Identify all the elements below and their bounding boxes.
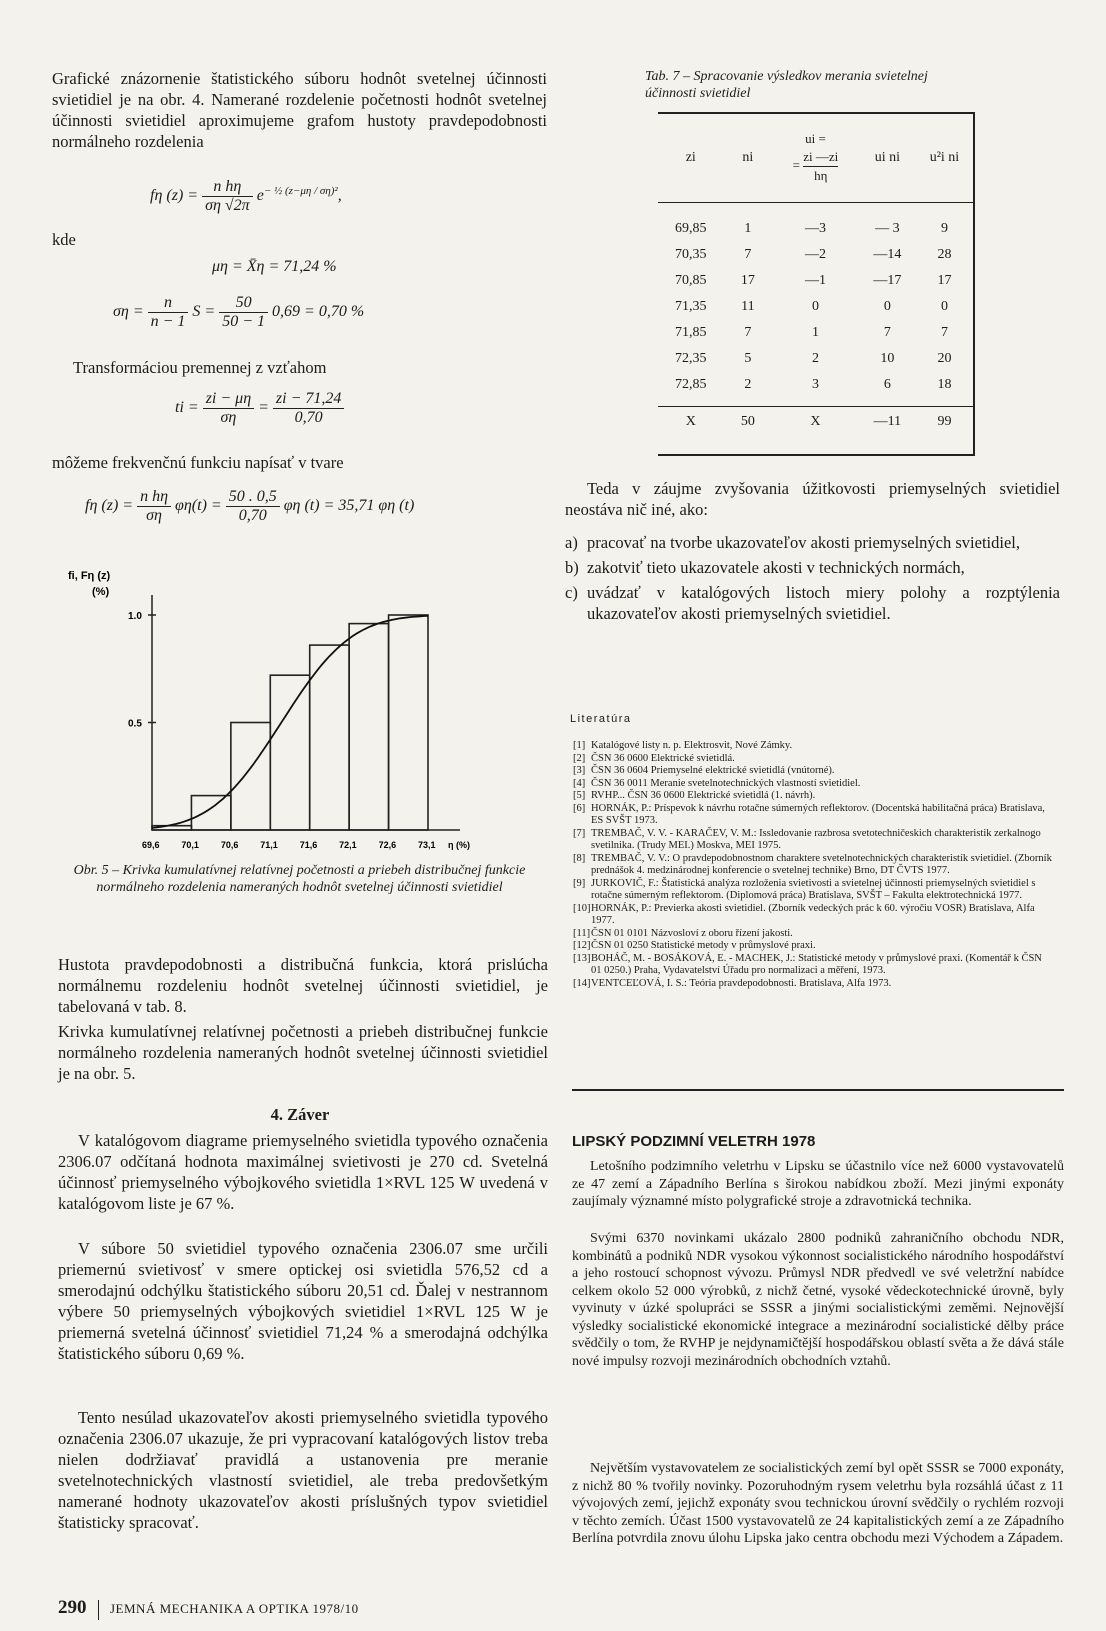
teda-paragraph: Teda v záujme zvyšovania úžitkovosti priemyselných svietidiel neostáva nič iné, ako: [565,479,1060,519]
table-cell: —3 [804,221,826,236]
literature-number: [7] [573,827,586,839]
table-cell: 2 [811,351,819,366]
literature-text: HORNÁK, P.: Príspevok k návrhu rotačne súmerných reflektorov. (Docentská habilitačná práca) Bratislava, ES SVŠT 1973. [591,802,1045,826]
literature-text: TREMBAČ, V. V.: O pravdepodobnostnom charaktere svetelnotechnických charakteristík svietidiel. (Zborník prednášok 4. medzinárodnej konferencie o svetelnej technike) Brno, DT ČVTS 1977. [591,852,1052,876]
table-cell: 18 [937,377,952,392]
equation-density: fη (z) = $\frac{\text{n hη}}{\sigma\eta √2\pi}$ $e^{- \frac{1}{2} (z-\mu\eta / \sigma\eta)^2}$, [150,178,342,214]
table-cell: 10 [880,351,895,366]
chart-x-tick-label: 72,6 [378,840,397,850]
literature-number: [11] [573,927,591,939]
literature-item [573,778,1053,791]
chart-x-tick-label: 73,1 [418,840,436,850]
table-cell: 7 [883,325,891,340]
chart-x-tick-label: 71,6 [299,840,318,850]
table-row [658,320,973,346]
table-row [658,242,973,268]
literature-item [573,828,1053,853]
equation-mean: μη = X̄η = 71,24 % [212,258,337,275]
table-row [658,346,973,372]
conclusion-list [565,532,1060,628]
literature-item [573,790,1053,803]
table-row [658,216,973,242]
zaver-paragraph-2: V súbore 50 svietidiel typového označenia 2306.07 sme určili priemernú svietivosť v smere optickej osi svietidla 576,52 cd a smerodajnú odchýlku štatistického súboru 20,51 cd. Ďalej v nestrannom výbere 50 priemyselných výbojkových svietidiel 1×RVL 125 W je priemerná svetelná účinnosť svietidiel 71,24 % a smerodajná odchýlka štatistického súboru 0,69 %. [58,1239,548,1363]
table-cell: 71,35 [675,299,707,314]
cumulative-chart [60,565,480,860]
literature-number: [2] [573,752,586,764]
table-cell: 72,35 [675,351,707,366]
table-cell: 1 [811,325,819,340]
table-cell: —17 [873,273,902,288]
literature-number: [5] [573,790,586,801]
header-u: ui = = $\frac{zi —zi}{h\eta}$ [792,131,839,184]
journal-name: JEMNÁ MECHANIKA A OPTIKA 1978/10 [110,1601,359,1616]
literature-item [573,940,1053,953]
results-table [658,114,973,438]
transform-text: Transformáciou premennej z vzťahom [73,358,327,377]
literature-text: JURKOVIČ, F.: Štatistická analýza rozloženia svietivosti a svietelnej účinnosti priemyselných svietidiel s rotačne súmerným reflektorom. (Diplomová práca) Bratislava, SVŠT – Fakulta elektrotechnická 1977. [591,877,1036,901]
table-cell: 2 [744,377,752,392]
table-row [658,268,973,294]
equation-frequency: fη (z) = $\frac{\text{n hη}}{\sigma\eta}$ φη(t) = $\frac{50 . 0,5}{0,70}$ φη (t) = 35,71 φη (t) [85,488,415,524]
literature-text: VENTCEĽOVÁ, I. S.: Teória pravdepodobnosti. Bratislava, Alfa 1973. [591,977,892,989]
chart-bar [349,624,388,830]
header-un: ui ni [874,149,900,165]
table-total-cell: 99 [937,414,952,430]
table-cell: 7 [744,325,752,340]
literature-text: HORNÁK, P.: Previerka akosti svietidiel. (Zborník vedeckých prác k 60. výročiu VOSR) Bratislava, Alfa 1977. [591,902,1035,926]
table-header-row [658,114,973,202]
table-row [658,372,973,398]
conclusion-item [565,532,1060,553]
literature-text: ČSN 36 0604 Priemyselné elektrické svietidlá (vnútorné). [591,765,835,776]
chart-x-tick-label: 70,6 [220,840,239,850]
footer-divider [98,1600,99,1620]
table-cell: 0 [811,299,819,314]
table-cell: 3 [811,377,819,392]
table-total-cell: X [810,414,821,430]
page-number: 290 [58,1597,87,1618]
article-divider [572,1089,1064,1091]
kde-label: kde [52,230,76,249]
zaver-paragraph-3: Tento nesúlad ukazovateľov akosti priemyselného svietidla typového označenia 2306.07 ukazuje, že pri vypracovaní katalógových listov treba nielen dodržiavať pravidlá a ustanovenia pre meranie svetelnotechnických vlastností svietidiel, ale treba predovšetkým namerané hodnoty ukazovateľov akosti príslušných typov svietidiel štatisticky spracovať. [58,1408,548,1532]
table-frame [658,112,975,456]
literature-text: TREMBAČ, V. V. - KARAČEV, V. M.: Issledovanie razbrosa svetotechničeskich charakteristik zerkalnogo svetilnika. (Trudy MEI.) Moskva, MEI 1975. [591,827,1041,851]
table-cell: — 3 [875,221,900,236]
literature-text: ČSN 01 0250 Statistické metody v průmyslové praxi. [591,940,816,951]
conclusion-item-label: b) [565,558,579,577]
table-total-row [658,406,973,438]
article-paragraph-2: Svými 6370 novinkami ukázalo 2800 podniků zahraničního obchodu NDR, kombinátů a podniků NDR vysokou výkonnost socialistického národního hospodářství a jeho rostoucí schopnost vývozu. Průmysl NDR předvedl ve své veletržní nabídce celkem okolo 52 000 výrobků, z nichž četné, vysoké vědeckotechnické úrovně, byly vyvinuty v úzké spolupráci se SSSR a jinými socialistickými zeměmi. Nejnovější výsledky socialistické ekonomické integrace a mezinárodní socialistické dělby práce svědčily o tom, že RVHP je nejdynamičtější hospodářskou oblastí světa a že dává stále nové impulsy rozvoji mezinárodních obchodních vztahů. [572,1231,1064,1369]
krivka-paragraph: Krivka kumulatívnej relatívnej početnosti a priebeh distribučnej funkcie normálneho rozdelenia nameraných hodnôt svetelnej účinnosti svietidiel je na obr. 5. [58,1022,548,1083]
table-cell: 7 [744,247,752,262]
chart-y-tick-label: 0.5 [128,718,142,730]
table-cell: 17 [740,273,755,288]
literature-item [573,753,1053,766]
chart-x-tick-label: 69,6 [142,840,160,850]
intro-paragraph: Grafické znázornenie štatistického súboru hodnôt svetelnej účinnosti svietidiel je na obr. 4. Namerané rozdelenie početnosti hodnôt svetelnej účinnosti svietidiel aproximujeme grafom hustoty pravdepodobnosti normálneho rozdelenia [52,69,547,151]
equation-sigma: ση = $\frac{n}{n - 1}$ S = $\frac{50}{50 - 1}$ 0,69 = 0,70 % [113,294,365,330]
chart-bar [191,796,230,830]
literature-number: [4] [573,777,586,789]
literature-text: ČSN 36 0600 Elektrické svietidlá. [591,752,735,764]
literature-number: [8] [573,852,586,864]
literature-number: [10] [573,902,591,914]
chart-bar [231,723,270,831]
literature-number: [3] [573,765,586,776]
conclusion-item [565,582,1060,624]
literature-number: [9] [573,877,586,889]
literature-number: [6] [573,802,586,814]
literature-text: Katalógové listy n. p. Elektrosvit, Nové Zámky. [591,740,793,751]
chart-x-tick-label: η (%) [448,840,470,850]
literature-number: [13] [573,952,591,964]
table-cell: 70,85 [675,273,707,288]
literature-number: [12] [573,940,591,951]
table-cell: 72,85 [675,377,707,392]
table-cell: 11 [741,299,755,314]
article-paragraph-1: Letošního podzimního veletrhu v Lipsku se účastnilo více než 6000 vystavovatelů ze 47 zemí a Západního Berlína s širokou nabídkou zboží. Mezi jinými exponáty zaujímaly významné místo polygrafické stroje a zdravotnická technika. [572,1159,1064,1209]
chart-y-unit: (%) [92,586,110,598]
equation-transform: ti = $\frac{zi - \mu\eta}{\sigma\eta}$ = $\frac{zi - 71,24}{0,70}$ [175,390,344,427]
literature-item [573,803,1053,828]
table-cell: 70,35 [675,247,707,262]
literature-text: ČSN 36 0011 Meranie svetelnotechnických vlastností svietidiel. [591,777,861,789]
header-z: zi [685,149,696,165]
table-total-cell: —11 [873,414,902,430]
table-cell: —14 [873,247,902,262]
table-cell: 17 [937,273,952,288]
table-cell: 9 [940,221,948,236]
table-total-cell: 50 [740,414,755,430]
literature-title: Literatúra [570,713,632,725]
literature-item [573,978,1053,991]
table-cell: —1 [804,273,826,288]
table-cell: 5 [744,351,752,366]
literature-number: [14] [573,977,591,989]
header-u2n: u²i ni [929,149,960,165]
literature-item [573,765,1053,778]
table-cell: 20 [937,351,952,366]
table-cell: 28 [937,247,952,262]
table-cell: 7 [940,325,948,340]
article-paragraph-3: Největším vystavovatelem ze socialistických zemí byl opět SSSR se 7000 exponáty, z nichž 80 % tvořily novinky. Pozoruhodným rysem veletrhu byla rozsáhlá účast z 11 vývojových zemí, jejichž exponáty svou technickou úrovní svědčily o rychlém rozvoji v těchto zemích. Účast 1500 vystavovatelů ze 24 kapitalistických zemí a ze Západního Berlína potvrdila znovu úlohu Lipska jako centra obchodu mezi Východem a Západem. [572,1461,1064,1546]
literature-list [573,740,1053,990]
header-n: ni [742,149,754,165]
table-cell: 71,85 [675,325,707,340]
section-title: 4. Záver [270,1105,330,1124]
conclusion-item-text: pracovať na tvorbe ukazovateľov akosti priemyselných svietidiel, [587,533,1020,552]
literature-text: BOHÁČ, M. - BOSÁKOVÁ, E. - MACHEK, J.: Statistické metody v průmyslové praxi. (Komentář k ČSN 01 0250.) Praha, Vydavatelství Úřadu pro normalizaci a měření, 1973. [591,952,1042,976]
conclusion-item-label: c) [565,583,578,602]
page-footer [58,1597,359,1620]
table-cell: 69,85 [675,221,707,236]
chart-bar [270,675,309,830]
literature-number: [1] [573,740,586,751]
conclusion-item-text: zakotviť tieto ukazovatele akosti v technických normách, [587,558,965,577]
table-row [658,294,973,320]
literature-item [573,928,1053,941]
chart-x-tick-label: 72,1 [339,840,357,850]
chart-y-label: fi, Fη (z) [68,570,111,582]
literature-item [573,853,1053,878]
table-cell: 6 [883,377,891,392]
chart-bar [389,615,428,830]
table-cell: 0 [883,299,891,314]
table-total-cell: X [685,414,696,430]
literature-text: ČSN 01 0101 Názvosloví z oboru řízení jakosti. [591,927,793,939]
conclusion-item [565,557,1060,578]
chart-y-tick-label: 1.0 [128,611,142,622]
literature-item [573,903,1053,928]
zaver-paragraph-1: V katalógovom diagrame priemyselného svietidla typového označenia 2306.07 odčítaná hodnota maximálnej svietivosti je 270 cd. Svetelná účinnosť priemyselného výbojkového svietidla 1×RVL 125 W uvedená v katalógovom liste je 67 %. [58,1131,548,1213]
freq-text: môžeme frekvenčnú funkciu napísať v tvare [52,453,344,472]
conclusion-item-text: uvádzať v katalógových listoch miery polohy a rozptýlenia ukazovateľov akosti priemyselných svietidiel. [587,583,1060,623]
chart-x-tick-label: 70,1 [181,840,199,850]
literature-item [573,878,1053,903]
table-cell: —2 [804,247,826,262]
table-cell: 1 [744,221,752,236]
table-caption: Tab. 7 – Spracovanie výsledkov merania svietelnej účinnosti svietidiel [645,69,928,101]
literature-text: RVHP... ČSN 36 0600 Elektrické svietidlá (1. návrh). [591,790,816,801]
literature-item [573,953,1053,978]
table-cell: 0 [940,299,948,314]
figure-caption: Obr. 5 – Krivka kumulatívnej relatívnej početnosti a priebeh distribučnej funkcie normálneho rozdelenia nameraných hodnôt svetelnej účinnosti svietidiel [73,863,526,895]
conclusion-item-label: a) [565,533,578,552]
article-title: LIPSKÝ PODZIMNÍ VELETRH 1978 [572,1133,816,1150]
chart-x-tick-label: 71,1 [260,840,278,850]
hustota-paragraph: Hustota pravdepodobnosti a distribučná funkcia, ktorá prislúcha normálnemu rozdeleniu hodnôt svetelnej účinnosti svietidiel, je tabelovaná v tab. 8. [58,955,548,1016]
literature-item [573,740,1053,753]
